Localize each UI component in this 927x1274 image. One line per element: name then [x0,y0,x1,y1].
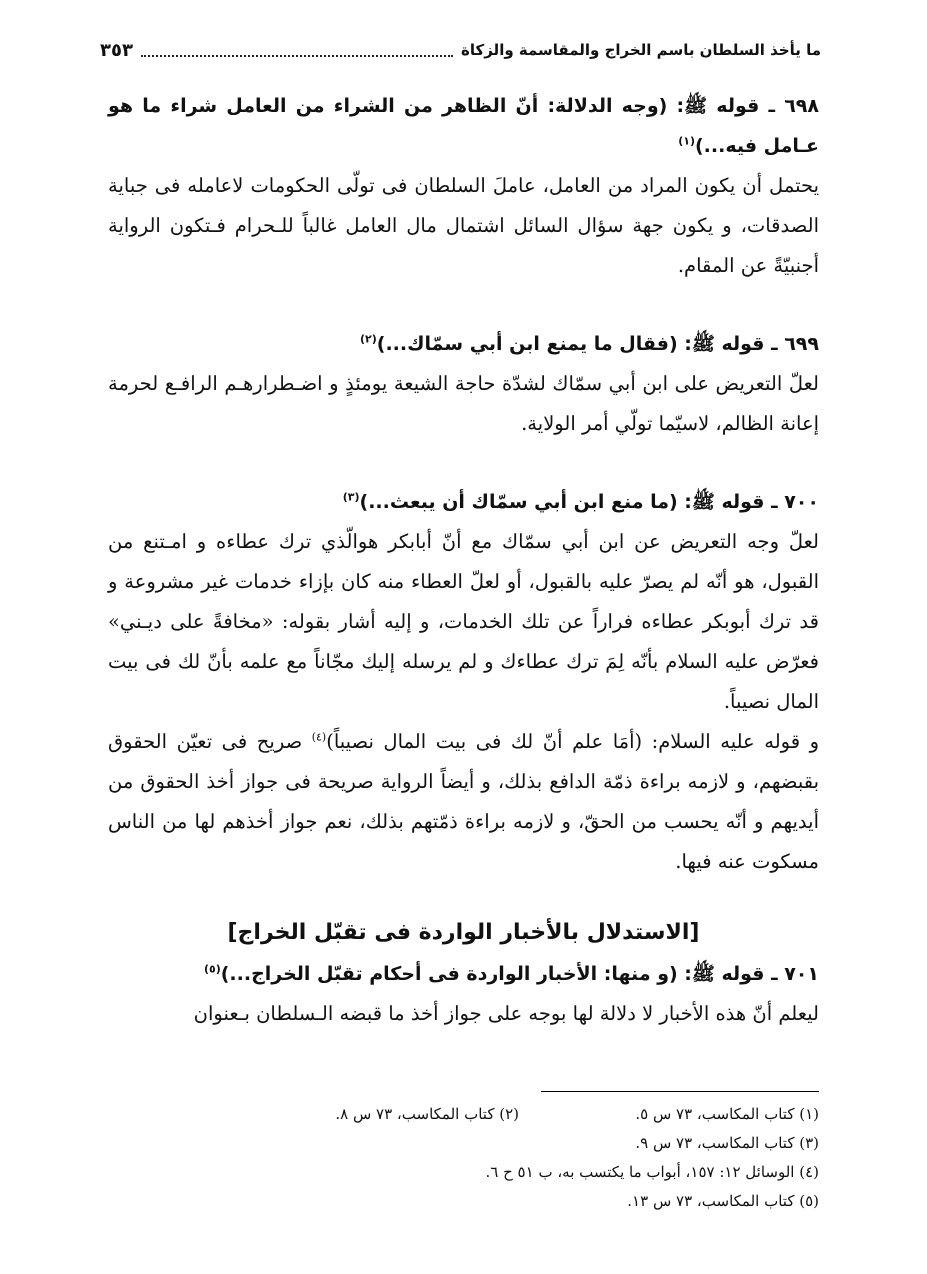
footnote-4: (٤) الوسائل ١٢: ١٥٧، أبواب ما يكتسب به، ب ٥١ ح ٦. [485,1163,819,1181]
entry-698-text: يحتمل أن يكون المراد من العامل، عاملَ السلطان فى تولّى الحكومات لاعامله فى جباية الصدقات، و يكون جهة سؤال السائل اشتمال مال العامل غالباً للـحرام فـتكون الرواية أجنبيّةً عن المقام. [108,174,819,277]
entry-701-text: ليعلم أنّ هذه الأخبار لا دلالة لها بوجه على جواز أخذ ما قبضه الـسلطان بـعنوان [193,1002,819,1025]
page-number: ٣٥٣ [100,39,133,61]
footnote-ref-1: (١) [678,134,695,148]
footnote-2: (٢) كتاب المكاسب، ٧٣ س ٨. [335,1105,519,1123]
running-header-title: ما يأخذ السلطان باسم الخراج والمقاسمة والزكاة [461,41,821,59]
footnote-3: (٣) كتاب المكاسب، ٧٣ س ٩. [635,1134,819,1152]
entry-700-heading: ٧٠٠ ـ قوله ﷺ: (ما منع ابن أبي سمّاك أن يبعث...)$^{(٣)}$ [342,490,819,513]
main-text [108,86,819,1034]
entry-699-heading: ٦٩٩ ـ قوله ﷺ: (فقال ما يمنع ابن أبي سمّاك...)$^{(٢)}$ [359,332,819,355]
section-title: [الاستدلال بالأخبار الواردة فى تقبّل الخراج] [227,920,700,945]
footnote-ref-5: (٥) [203,962,221,976]
footnote-ref-4: (٤) [311,730,327,744]
entry-698-heading: ٦٩٨ ـ قوله ﷺ: (وجه الدلالة: أنّ الظاهر من الشراء من العامل شراء ما هو عـامل فيه...)$^{(١)}$ [108,95,819,157]
footnote-1: (١) كتاب المكاسب، ٧٣ س ٥. [635,1105,819,1123]
header-dot-leader [141,55,453,57]
entry-700-text: لعلّ وجه التعريض عن ابن أبي سمّاك مع أنّ أبابكر هوالّذي ترك عطاءه و امـتنع من القبول، هو أنّه لم يصرّ عليه بالقبول، أو لعلّ العطاء منه كان بإزاء خدمات غير مشروعة و قد ترك أبوبكر عطاءه فراراً عن تلك الخدمات، و إليه أشار بقوله: «مخافةً على ديـني» فعرّض عليه السلام بأنّه لِمَ ترك عطاءك و لم يرسله إليك مجّاناً مع علمه بأنّ لك فى بيت المال نصيباً. [108,530,819,713]
entry-699-text: لعلّ التعريض على ابن أبي سمّاك لشدّة حاجة الشيعة يومئذٍ و اضـطرارهـم الرافـع لحرمة إعانة الظالم، لاسيّما تولّي أمر الولاية. [108,372,819,435]
footnote-5: (٥) كتاب المكاسب، ٧٣ س ١٣. [627,1192,819,1210]
entry-701-heading: ٧٠١ ـ قوله ﷺ: (و منها: الأخبار الواردة فى أحكام تقبّل الخراج...)$^{(٥)}$ [203,962,819,985]
footnote-ref-2: (٢) [359,332,377,346]
footnotes [100,1100,819,1216]
running-header [100,34,821,66]
entry-700-text-2: و قوله عليه السلام: (أمَا علم أنّ لك فى بيت المال نصيباً)$^{(٤)}$ صريح فى تعيّن الحقوق بقبضهم، و لازمه براءة ذمّة الدافع بذلك، و أيضاً الرواية صريحة فى جواز أخذ الحقوق من أيديهم و أنّه يحسب من الحقّ، و لازمه براءة ذمّتهم بذلك، نعم جواز أخذهم لها من الناس مسكوت عنه فيها. [108,730,819,873]
footnote-ref-3: (٣) [342,490,360,504]
footnote-divider [541,1091,819,1092]
